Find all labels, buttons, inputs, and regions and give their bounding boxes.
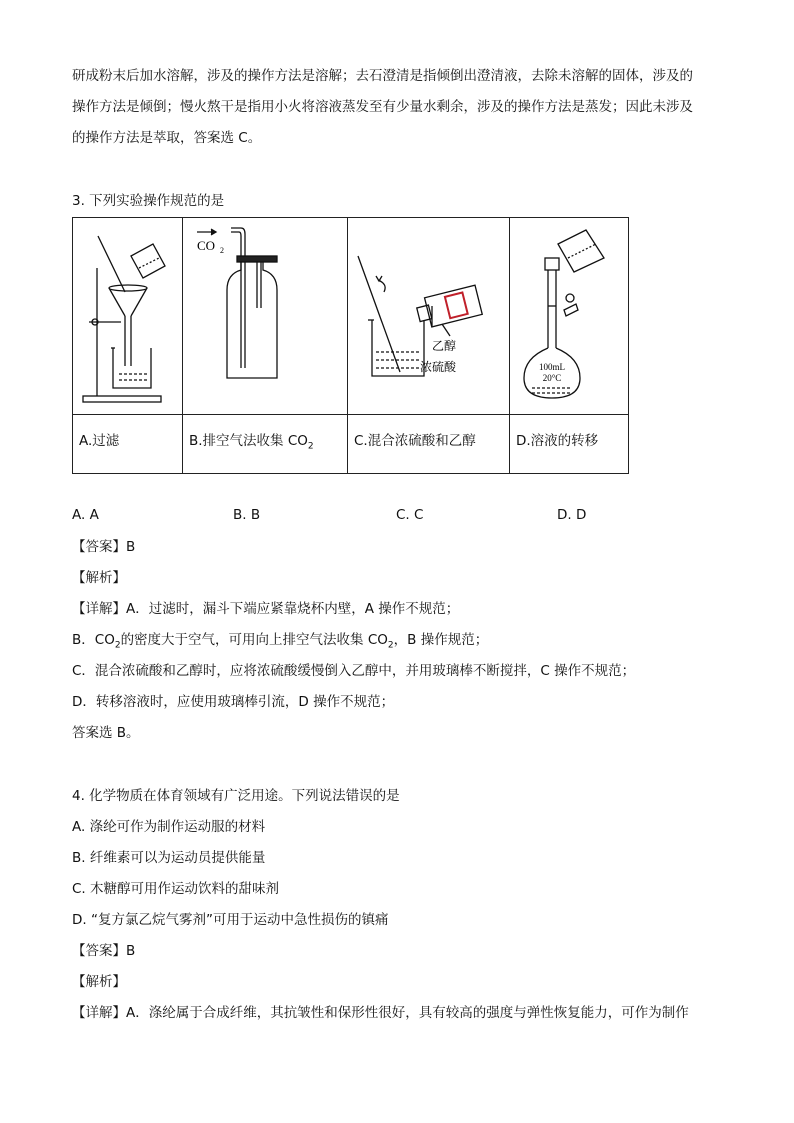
q3-answer-tag: 【答案】 — [72, 539, 126, 555]
q4-option-d: D. “复方氯乙烷气雾剂”可用于运动中急性损伤的镇痛 — [72, 912, 389, 928]
acid-mixing-figure — [348, 218, 509, 414]
q3-stem: 3. 下列实验操作规范的是 — [72, 193, 225, 209]
ethanol-label: 乙醇 — [432, 339, 457, 353]
co2-collection-figure — [183, 218, 347, 414]
intro-line-3: 的操作方法是萃取，答案选 C。 — [72, 130, 262, 146]
q4-answer-tag: 【答案】 — [72, 943, 126, 959]
figure-cell-b — [183, 218, 348, 415]
caption-b-sub: 2 — [307, 441, 314, 452]
q3-detail-b — [72, 630, 488, 656]
q3-option-d: D. D — [557, 507, 587, 523]
q4-stem: 4. 化学物质在体育领域有广泛用途。下列说法错误的是 — [72, 788, 400, 804]
q4-option-a: A. 涤纶可作为制作运动服的材料 — [72, 819, 266, 835]
co2-label: CO — [197, 238, 216, 253]
caption-a: A.过滤 — [73, 415, 183, 474]
filtration-figure — [73, 218, 182, 414]
q3-detail-b-sub2: 2 — [387, 640, 394, 651]
q4-detail-a-text: A．涤纶属于合成纤维，其抗皱性和保形性很好，具有较高的强度与弹性恢复能力，可作为制作 — [126, 1005, 689, 1021]
solution-transfer-figure — [510, 218, 628, 414]
acid-label: 浓硫酸 — [420, 360, 457, 374]
q3-option-a: A. A — [72, 507, 99, 523]
q3-detail-a — [72, 599, 459, 619]
intro-line-1: 研成粉末后加水溶解，涉及的操作方法是溶解；去石澄清是指倾倒出澄清液，去除未溶解的固体，涉及的 — [72, 68, 693, 84]
q3-analysis-tag: 【解析】 — [72, 570, 126, 586]
flask-temp-label: 20°C — [542, 373, 562, 383]
co2-label-sub: 2 — [220, 246, 224, 255]
intro-line-2: 操作方法是倾倒；慢火熬干是指用小火将溶液蒸发至有少量水剩余，涉及的操作方法是蒸发；因此未涉及 — [72, 99, 693, 115]
caption-d: D.溶液的转移 — [510, 415, 629, 474]
q3-answer — [72, 537, 135, 557]
q4-analysis-tag: 【解析】 — [72, 974, 126, 990]
q3-option-c: C. C — [396, 507, 424, 523]
q4-answer — [72, 941, 135, 961]
q3-detail-b-part3: ，B 操作规范； — [393, 632, 489, 648]
figure-cell-d — [510, 218, 629, 415]
q3-detail-tag: 【详解】 — [72, 601, 126, 617]
q3-detail-b-part1: B．CO — [72, 632, 115, 648]
q4-detail-tag: 【详解】 — [72, 1005, 126, 1021]
figure-cell-a — [73, 218, 183, 415]
q3-detail-b-sub1: 2 — [114, 640, 121, 651]
caption-b — [183, 415, 348, 474]
q3-answer-value: B — [126, 539, 136, 555]
q3-conclusion: 答案选 B。 — [72, 725, 140, 741]
q3-detail-a-text: A．过滤时，漏斗下端应紧靠烧杯内壁，A 操作不规范； — [126, 601, 460, 617]
q4-answer-value: B — [126, 943, 136, 959]
q3-detail-d: D．转移溶液时，应使用玻璃棒引流，D 操作不规范； — [72, 694, 395, 710]
figure-cell-c — [348, 218, 510, 415]
caption-b-text: B.排空气法收集 CO — [189, 433, 308, 449]
q3-figure-table — [72, 217, 629, 474]
q4-detail-a — [72, 1003, 689, 1023]
q4-option-c: C. 木糖醇可用作运动饮料的甜味剂 — [72, 881, 280, 897]
q3-detail-b-part2: 的密度大于空气，可用向上排空气法收集 CO — [120, 632, 388, 648]
caption-c: C.混合浓硫酸和乙醇 — [348, 415, 510, 474]
flask-volume-label: 100mL — [539, 362, 565, 372]
q3-detail-c: C．混合浓硫酸和乙醇时，应将浓硫酸缓慢倒入乙醇中，并用玻璃棒不断搅拌，C 操作不规范； — [72, 663, 636, 679]
q4-option-b: B. 纤维素可以为运动员提供能量 — [72, 850, 266, 866]
q3-option-b: B. B — [233, 507, 261, 523]
